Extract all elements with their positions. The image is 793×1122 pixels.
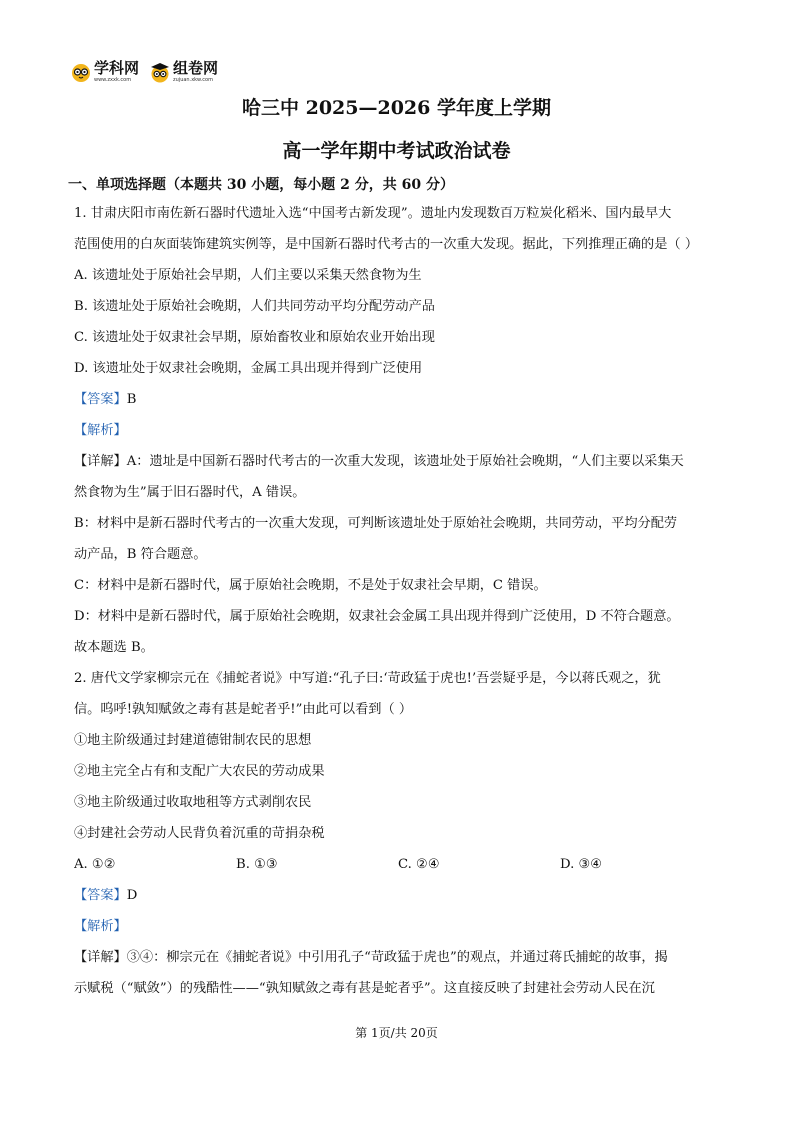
q1-detail-line-6: D：材料中是新石器时代，属于原始社会晚期，奴隶社会金属工具出现并得到广泛使用，D 不符合题意。 xyxy=(74,609,680,624)
logo-xuekewang[interactable] xyxy=(70,61,139,83)
q1-option-c: C. 该遗址处于奴隶社会早期，原始畜牧业和原始农业开始出现 xyxy=(74,330,435,345)
q2-detail-text-1: ③④：柳宗元在《捕蛇者说》中引用孔子“苛政猛于虎也”的观点，并通过蒋氏捕蛇的故事，揭 xyxy=(126,950,668,965)
q2-analysis xyxy=(74,911,734,942)
q2-stem-line-2: 信。呜呼!孰知赋敛之毒有甚是蛇者乎!”由此可以看到（ ） xyxy=(74,702,413,717)
q1-detail-line-1 xyxy=(74,446,734,477)
q1-option-a: A. 该遗址处于原始社会早期，人们主要以采集天然食物为生 xyxy=(74,268,422,283)
q1-detail-line-3: B：材料中是新石器时代考古的一次重大发现，可判断该遗址处于原始社会晚期，共同劳动，平均分配劳 xyxy=(74,516,678,531)
logo2-url: zujuan.xkw.com xyxy=(173,77,213,83)
q2-answer-value: D xyxy=(126,888,138,903)
q1-analysis xyxy=(74,415,734,446)
exam-body xyxy=(68,172,734,1004)
q2-choice-a: A. ①② xyxy=(74,857,116,872)
q1-stem-line-1: 1. 甘肃庆阳市南佐新石器时代遗址入选“中国考古新发现”。遗址内发现数百万粒炭化稻米、国内最早大 xyxy=(74,206,672,221)
header-logos xyxy=(70,57,218,87)
q1-option-d: D. 该遗址处于奴隶社会晚期，金属工具出现并得到广泛使用 xyxy=(74,361,423,376)
logo1-name: 学科网 xyxy=(94,59,140,77)
q2-choice-c: C. ②④ xyxy=(398,857,440,872)
q2-item-4: ④封建社会劳动人民背负着沉重的苛捐杂税 xyxy=(74,826,325,841)
exam-subtitle: 高一学年期中考试政治试卷 xyxy=(282,140,511,162)
graduate-owl-logo-icon xyxy=(149,61,171,83)
q1-option-b: B. 该遗址处于原始社会晚期，人们共同劳动平均分配劳动产品 xyxy=(74,299,435,314)
exam-title: 哈三中 2025—2026 学年度上学期 xyxy=(242,97,551,119)
section-heading: 一、单项选择题（本题共 30 小题，每小题 2 分，共 60 分） xyxy=(68,177,454,193)
q1-detail-text-1: A：遗址是中国新石器时代考古的一次重大发现，该遗址处于原始社会晚期，“人们主要以采集天 xyxy=(126,454,684,469)
q1-detail-line-5: C：材料中是新石器时代，属于原始社会晚期，不是处于奴隶社会早期，C 错误。 xyxy=(74,578,547,593)
q2-detail-line-2: 示赋税（“赋敛”）的残酷性——“孰知赋敛之毒有甚是蛇者乎”。这直接反映了封建社会劳动人民在沉 xyxy=(74,981,655,996)
logo2-name: 组卷网 xyxy=(173,59,219,77)
q2-item-3: ③地主阶级通过收取地租等方式剥削农民 xyxy=(74,795,312,810)
q2-answer xyxy=(74,880,734,911)
q1-stem-line-2: 范围使用的白灰面装饰建筑实例等，是中国新石器时代考古的一次重大发现。据此，下列推理正确的是（ ） xyxy=(74,237,699,252)
analysis-tag: 【解析】 xyxy=(74,423,127,438)
page-footer: 第 1页/共 20页 xyxy=(355,1026,438,1040)
q2-detail-line-1 xyxy=(74,942,734,973)
q1-detail-line-4: 动产品，B 符合题意。 xyxy=(74,547,207,562)
analysis-tag: 【解析】 xyxy=(74,919,127,934)
detail-tag: 【详解】 xyxy=(74,950,127,965)
q2-stem-line-1: 2. 唐代文学家柳宗元在《捕蛇者说》中写道:“孔子曰:‘苛政猛于虎也!’吾尝疑乎是，今以蒋氏观之，犹 xyxy=(74,671,661,686)
q1-answer-value: B xyxy=(126,392,137,407)
logo-zujuanwang[interactable] xyxy=(149,61,218,83)
q2-choice-d: D. ③④ xyxy=(560,857,603,872)
detail-tag: 【详解】 xyxy=(74,454,127,469)
answer-tag: 【答案】 xyxy=(74,888,127,903)
logo1-url: www.zxxk.com xyxy=(94,77,132,83)
q2-choices xyxy=(74,849,734,880)
q1-detail-line-2: 然食物为生”属于旧石器时代，A 错误。 xyxy=(74,485,306,500)
q2-item-2: ②地主完全占有和支配广大农民的劳动成果 xyxy=(74,764,325,779)
q2-item-1: ①地主阶级通过封建道德钳制农民的思想 xyxy=(74,733,312,748)
q1-answer xyxy=(74,384,734,415)
answer-tag: 【答案】 xyxy=(74,392,127,407)
q2-choice-b: B. ①③ xyxy=(236,857,278,872)
q1-detail-line-7: 故本题选 B。 xyxy=(74,640,154,655)
owl-logo-icon xyxy=(70,61,92,83)
